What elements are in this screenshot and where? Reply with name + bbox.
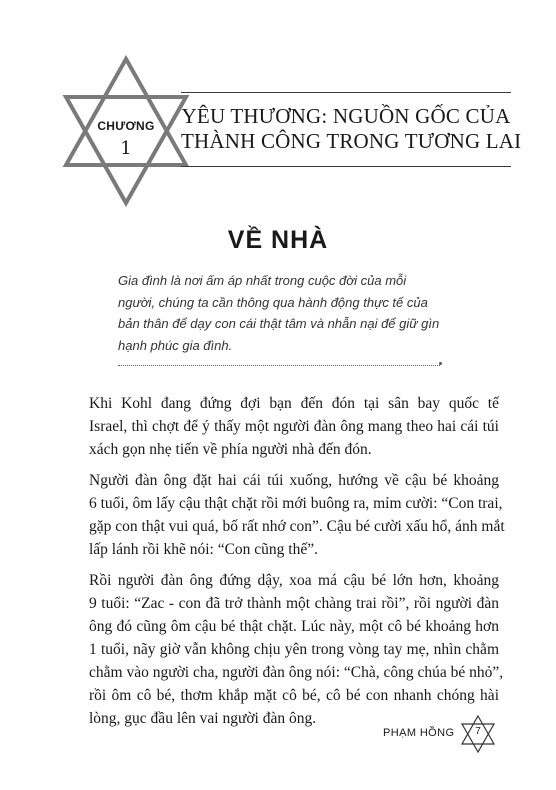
- paragraph-line: Israel, thì chợt để ý thấy một người đàn ông mang theo hai cái túi: [89, 418, 499, 435]
- section-heading: VỀ NHÀ: [227, 226, 329, 254]
- epigraph-line: bản thân để dạy con cái thật tâm và nhẫn nại để giữ gìn: [118, 316, 440, 331]
- paragraph: [89, 569, 504, 730]
- epigraph-line: Gia đình là nơi ấm áp nhất trong cuộc đời của mỗi: [118, 273, 407, 288]
- paragraph-line: 6 tuổi, ôm lấy cậu thật chặt rồi mới buông ra, mỉm cười: “Con trai,: [89, 495, 503, 512]
- paragraph-line: Người đàn ông đặt hai cái túi xuống, hướng về cậu bé khoảng: [89, 472, 499, 489]
- paragraph-line: lấp lánh rồi khẽ nói: “Con cũng thế”.: [89, 541, 318, 558]
- chapter-label: CHƯƠNG: [97, 119, 155, 133]
- paragraph-line: lòng, gục đầu lên vai người đàn ông.: [89, 710, 317, 727]
- paragraph: [89, 469, 505, 561]
- epigraph-line: người, chúng ta cần thông qua hành động thực tế của: [118, 294, 428, 310]
- epigraph: [118, 270, 450, 356]
- paragraph-line: gặp con thật vui quá, bố rất nhớ con”. Cậu bé cười xấu hổ, ánh mắt: [89, 518, 505, 535]
- title-rule-bottom: [181, 166, 511, 167]
- chapter-title: [181, 104, 522, 154]
- footer-author: PHẠM HỒNG: [383, 727, 455, 739]
- paragraph-line: xách gọn nhẹ tiến về phía người nhà đến đón.: [89, 441, 372, 458]
- title-rule-top: [181, 92, 511, 93]
- paragraph-line: rồi ôm cô bé, thơm khắp mặt cô bé, cô bé con nhanh chóng hài: [89, 687, 499, 704]
- body-text: [89, 392, 505, 738]
- epigraph-line: hạnh phúc gia đình.: [118, 337, 233, 353]
- epigraph-divider-dot: [439, 362, 442, 365]
- chapter-number: 1: [120, 138, 132, 159]
- epigraph-divider: [118, 365, 440, 366]
- paragraph-line: 9 tuổi: “Zac - con đã trở thành một chàng trai rồi”, rồi người đàn: [89, 595, 499, 612]
- paragraph: [89, 392, 499, 461]
- paragraph-line: Khi Kohl đang đứng đợi bạn đến đón tại sân bay quốc tế: [89, 395, 499, 412]
- paragraph-line: Rồi người đàn ông đứng dậy, xoa má cậu bé lớn hơn, khoảng: [89, 572, 499, 589]
- chapter-title-line: THÀNH CÔNG TRONG TƯƠNG LAI: [181, 129, 522, 153]
- paragraph-line: 1 tuổi, nãy giờ vẫn không chịu yên trong vòng tay mẹ, nhìn chằm: [89, 641, 499, 658]
- paragraph-line: ông đó cũng ôm cậu bé thật chặt. Lúc này, một cô bé khoảng hơn: [89, 618, 499, 635]
- page-number: 7: [475, 726, 481, 737]
- paragraph-line: chằm vào người cha, người đàn ông nói: “Chà, công chúa bé nhỏ”,: [89, 664, 504, 681]
- chapter-title-line: YÊU THƯƠNG: NGUỒN GỐC CỦA: [181, 104, 511, 128]
